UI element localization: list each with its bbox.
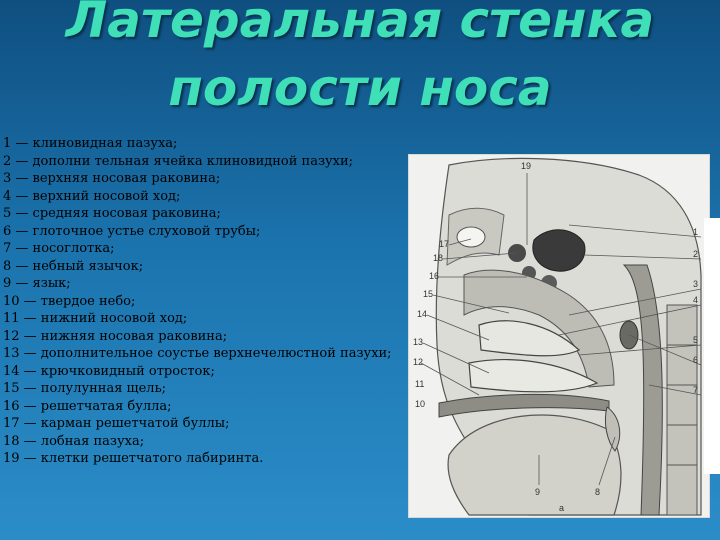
label-18: 18 <box>433 253 444 263</box>
nasal-cavity-illustration <box>409 155 709 517</box>
legend-item: 9 — язык; <box>3 276 71 291</box>
label-6: 6 <box>693 355 699 365</box>
label-1: 1 <box>693 227 699 237</box>
legend-item: 8 — небный язычок; <box>3 258 144 274</box>
legend-item: 12 — нижняя носовая раковина; <box>3 328 228 344</box>
legend-item: 2 — дополни тельная ячейка клиновидной пазухи; <box>3 153 354 169</box>
label-3: 3 <box>693 279 699 289</box>
label-15: 15 <box>423 289 434 299</box>
legend-item: 5 — средняя носовая раковина; <box>3 206 221 221</box>
legend-item: 16 — решетчатая булла; <box>3 398 172 414</box>
legend-item: 19 — клетки решетчатого лабиринта. <box>3 451 264 466</box>
label-10: 10 <box>415 399 426 409</box>
title-line-1: Латеральная стенка <box>65 0 655 49</box>
label-8: 8 <box>595 487 601 497</box>
legend-item: 1 — клиновидная пазуха; <box>3 136 178 151</box>
figure-caption: a <box>559 503 565 513</box>
label-12: 12 <box>413 357 424 367</box>
legend-item: 13 — дополнительное соустье верхнечелюстной пазухи; <box>3 346 392 361</box>
legend-item: 15 — полулунная щель; <box>3 381 167 396</box>
label-4: 4 <box>693 295 699 305</box>
legend-item: 4 — верхний носовой ход; <box>3 188 181 204</box>
title-line-2: полости носа <box>168 59 552 117</box>
legend-item: 10 — твердое небо; <box>3 293 136 309</box>
legend-item: 6 — глоточное устье слуховой трубы; <box>3 223 261 239</box>
label-17: 17 <box>439 239 450 249</box>
frontal-sinus <box>457 227 485 247</box>
label-14: 14 <box>417 309 428 319</box>
label-5: 5 <box>693 335 699 345</box>
label-16: 16 <box>429 271 440 281</box>
label-7: 7 <box>693 385 699 395</box>
legend-item: 3 — верхняя носовая раковина; <box>3 171 221 186</box>
label-11: 11 <box>415 379 425 389</box>
label-13: 13 <box>413 337 424 347</box>
label-2: 2 <box>693 249 699 259</box>
label-19: 19 <box>521 161 532 171</box>
slide-title <box>0 0 720 122</box>
legend-item: 18 — лобная пазуха; <box>3 433 145 449</box>
adjacent-image-edge <box>704 218 720 474</box>
legend-list <box>3 135 403 468</box>
legend-item: 7 — носоглотка; <box>3 241 115 256</box>
legend-item: 17 — карман решетчатой буллы; <box>3 416 230 431</box>
legend-item: 11 — нижний носовой ход; <box>3 311 188 326</box>
anatomy-figure <box>408 154 710 518</box>
legend-item: 14 — крючковидный отросток; <box>3 363 215 379</box>
label-9: 9 <box>535 487 541 497</box>
